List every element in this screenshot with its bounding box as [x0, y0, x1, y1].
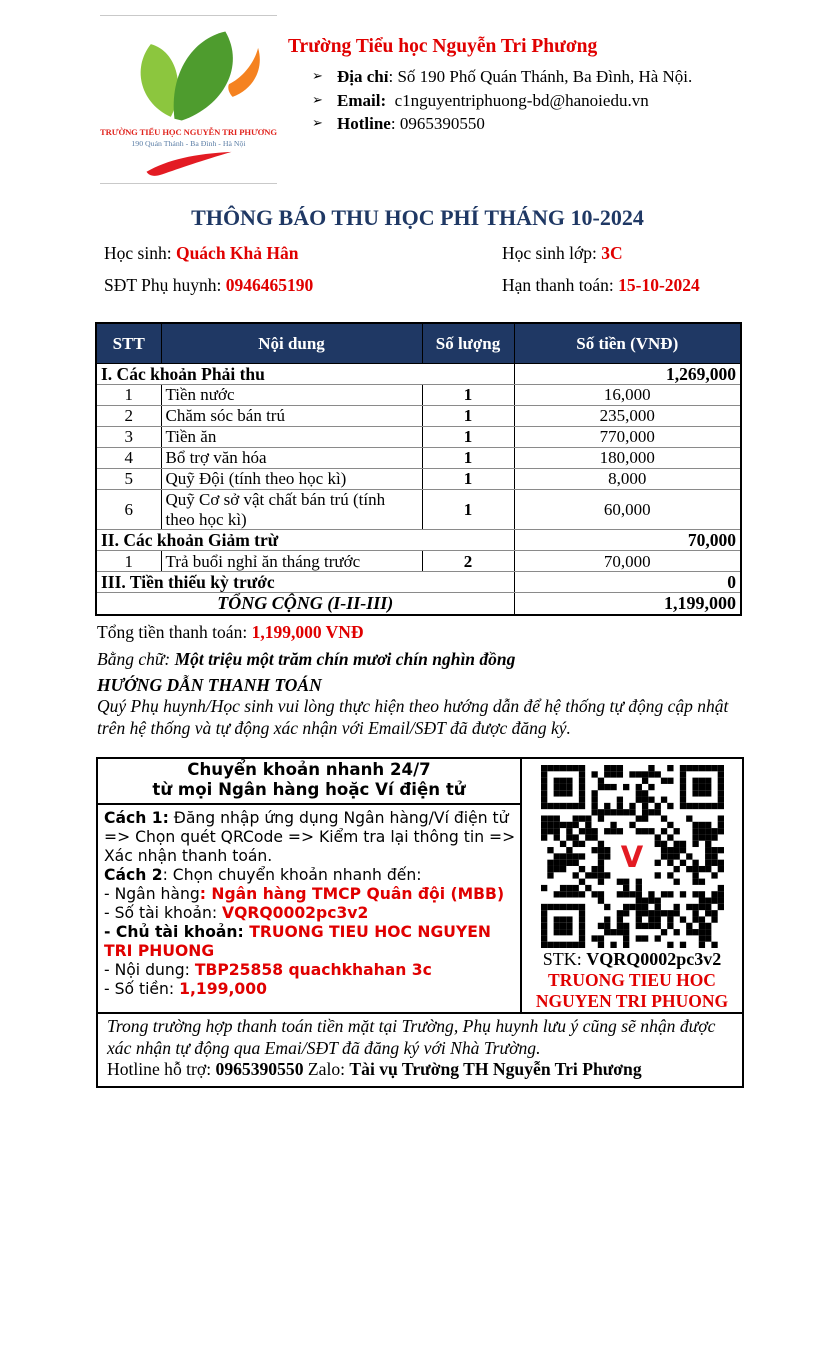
email-value: c1nguyentriphuong-bd@hanoiedu.vn [386, 90, 649, 110]
hotline-line [288, 112, 768, 136]
fee-item-row: 4 Bổ trợ văn hóa 1 180,000 [96, 448, 741, 469]
cash-note-text: Trong trường hợp thanh toán tiền mặt tại Trường, Phụ huynh lưu ý cũng sẽ nhận được xác nhận tự động qua Emai/SĐT đã đăng ký với Nhà Trường. [107, 1016, 716, 1058]
total-amount: 1,199,000 [514, 593, 741, 615]
fee-section-row: II. Các khoản Giảm trừ 70,000 [96, 530, 741, 551]
total-label: TỔNG CỘNG (I-II-III) [96, 593, 514, 615]
student-class-line: Học sinh lớp: 3C [502, 243, 623, 263]
red-swoosh-icon [141, 151, 237, 177]
address-value: : Số 190 Phố Quán Thánh, Ba Đình, Hà Nội. [388, 67, 693, 86]
col-header-so-luong: Số lượng [422, 323, 514, 364]
method2-label: Cách 2 [104, 866, 163, 884]
fee-item-row: 5 Quỹ Đội (tính theo học kì) 1 8,000 [96, 469, 741, 490]
hotline-value: : 0965390550 [390, 114, 485, 133]
arrow-bullet-icon: ➢ [312, 116, 323, 131]
total-payment-line: Tổng tiền thanh toán: 1,199,000 VNĐ [97, 622, 364, 642]
fee-item-row: 1 Tiền nước 1 16,000 [96, 385, 741, 406]
school-logo [100, 15, 277, 184]
qr-code [541, 765, 724, 948]
fee-item-row: 1 Trả buổi nghỉ ăn tháng trước 2 70,000 [96, 551, 741, 572]
transfer-amount: 1,199,000 [179, 980, 267, 998]
fee-table-body [96, 364, 741, 593]
school-name: Trường Tiểu học Nguyễn Tri Phương [288, 36, 598, 57]
account-number: VQRQ0002pc3v2 [222, 904, 369, 922]
qr-owner-line1: TRUONG TIEU HOC [548, 970, 716, 990]
hotline-label: Hotline [337, 114, 391, 133]
fee-table-header-row [96, 323, 741, 364]
amount-in-words-line: Bằng chữ: Một triệu một trăm chín mươi chín nghìn đồng [97, 649, 516, 669]
summary-block [97, 622, 745, 739]
parent-phone: 0946465190 [225, 275, 314, 295]
email-line [288, 89, 768, 113]
fee-item-row: 3 Tiền ăn 1 770,000 [96, 427, 741, 448]
address-label: Địa chỉ [337, 67, 389, 86]
col-header-noi-dung: Nội dung [161, 323, 422, 364]
bank-label: - Ngân hàng [104, 885, 200, 903]
method1-text: Đăng nhập ứng dụng Ngân hàng/Ví điện tử => Chọn quét QRCode => Kiểm tra lại thông tin => Xác nhận thanh toán. [104, 809, 521, 865]
method2-text: : Chọn chuyển khoản nhanh đến: [162, 866, 422, 884]
fee-item-row: 6 Quỹ Cơ sở vật chất bán trú (tính theo học kì) 1 60,000 [96, 490, 741, 530]
amount-in-words: Một triệu một trăm chín mươi chín nghìn đồng [174, 649, 516, 669]
fee-item-row: 2 Chăm sóc bán trú 1 235,000 [96, 406, 741, 427]
vietqr-v-icon: V [620, 839, 644, 874]
col-header-stt: STT [96, 323, 161, 364]
bank-name: : Ngân hàng TMCP Quân đội (MBB) [199, 885, 505, 903]
student-info [104, 243, 740, 295]
student-class: 3C [601, 243, 623, 263]
logo-school-name: TRƯỜNG TIỂU HỌC NGUYỄN TRI PHƯƠNG [100, 127, 277, 137]
student-name: Quách Khả Hân [175, 243, 299, 263]
transfer-amount-label: - Số tiền: [104, 980, 180, 998]
transfer-content-label: - Nội dung: [104, 961, 195, 979]
account-number-label: - Số tài khoản: [104, 904, 223, 922]
parent-phone-line: SĐT Phụ huynh: 0946465190 [104, 275, 314, 295]
support-hotline-line: Hotline hỗ trợ: 0965390550 Zalo: Tài vụ Trường TH Nguyễn Tri Phương [107, 1059, 642, 1079]
fee-section-row: III. Tiền thiếu kỳ trước 0 [96, 572, 741, 593]
student-name-line: Học sinh: Quách Khả Hân [104, 243, 299, 263]
logo-address: 190 Quán Thánh - Ba Đình - Hà Nội [131, 139, 246, 148]
col-header-so-tien: Số tiền (VNĐ) [514, 323, 741, 364]
qr-stk-value: VQRQ0002pc3v2 [586, 949, 722, 969]
email-label: Email: [337, 90, 387, 110]
address-line [288, 65, 768, 89]
fee-total-row [96, 593, 741, 615]
payment-box [96, 757, 744, 1088]
qr-panel [522, 759, 742, 1012]
payment-guide-heading: HƯỚNG DẪN THANH TOÁN [97, 675, 322, 695]
transfer-content: TBP25858 quachkhahan 3c [194, 961, 432, 979]
account-owner: TRUONG TIEU HOC NGUYEN TRI PHUONG [104, 923, 491, 960]
account-owner-label: - Chủ tài khoản: [104, 923, 250, 941]
zalo-account-name: Tài vụ Trường TH Nguyễn Tri Phương [349, 1059, 642, 1079]
arrow-bullet-icon: ➢ [312, 69, 323, 84]
payment-box-title: Chuyển khoản nhanh 24/7 từ mọi Ngân hàng hoặc Ví điện tử [98, 759, 520, 805]
support-hotline-number: 0965390550 [215, 1059, 304, 1079]
leaves-icon [114, 26, 264, 126]
qr-stk-line: STK: VQRQ0002pc3v2 [542, 949, 722, 969]
page-title: THÔNG BÁO THU HỌC PHÍ THÁNG 10-2024 [191, 205, 644, 230]
due-date: 15-10-2024 [618, 275, 700, 295]
payment-instructions [98, 759, 522, 1012]
due-date-line: Hạn thanh toán: 15-10-2024 [502, 275, 700, 295]
method1-label: Cách 1: [104, 809, 169, 827]
arrow-bullet-icon: ➢ [312, 92, 323, 108]
payment-guide-text: Quý Phụ huynh/Học sinh vui lòng thực hiện theo hướng dẫn để hệ thống tự động cập nhật trên hệ thống và tự động xác nhận với Email/SĐT đã được đăng ký. [97, 696, 729, 738]
qr-owner-line2: NGUYEN TRI PHUONG [535, 991, 729, 1011]
fee-section-row: I. Các khoản Phải thu 1,269,000 [96, 364, 741, 385]
total-payment-value: 1,199,000 VNĐ [251, 622, 364, 642]
fee-table [95, 322, 742, 616]
cash-payment-note [98, 1012, 742, 1086]
header-contact-block [288, 36, 768, 136]
